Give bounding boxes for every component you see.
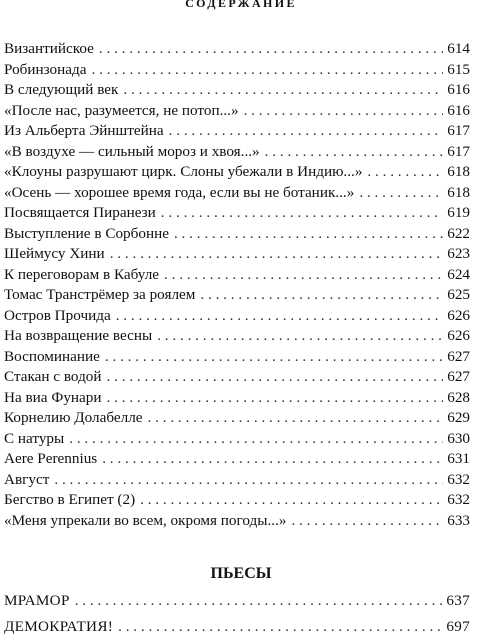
dot-leader [113, 307, 444, 325]
toc-entry [4, 122, 470, 143]
toc-entry-page: 630 [447, 429, 470, 447]
toc-entry-page: 614 [447, 40, 470, 57]
dot-leader [120, 81, 443, 99]
toc-entry [4, 368, 470, 389]
toc-entry [4, 307, 470, 328]
toc-entry [4, 348, 470, 369]
toc-entry-title: «Клоуны разрушают цирк. Слоны убежали в Индию...» [4, 163, 363, 180]
toc-entry-page: 697 [446, 618, 470, 635]
toc-entry [4, 81, 470, 102]
toc-entry [4, 389, 470, 410]
toc-entry [4, 266, 470, 287]
toc-entry-page: 626 [447, 327, 470, 344]
toc-entry [4, 225, 470, 246]
toc-entry-page: 627 [447, 368, 470, 385]
toc-entry-title: Томас Транстрёмер за роялем [4, 286, 196, 303]
toc-entry-title: Август [4, 470, 50, 488]
dot-leader [356, 184, 443, 202]
toc-entry-page: 618 [447, 163, 470, 180]
toc-entry-title: С натуры [4, 429, 65, 447]
toc-entry-page: 623 [447, 245, 470, 262]
dot-leader [66, 430, 443, 448]
toc-entry-page: 624 [447, 265, 470, 283]
toc-entry [4, 512, 470, 533]
toc-entry [4, 245, 470, 266]
toc-entry-page: 616 [447, 81, 470, 98]
toc-entry [4, 409, 470, 430]
dot-leader [161, 266, 443, 284]
toc-entry-title: На возвращение весны [4, 327, 153, 344]
toc-entry-title: Корнелию Долабелле [4, 409, 143, 426]
toc-entry-title: Бегство в Египет (2) [4, 491, 136, 508]
toc-entry-title: Стакан с водой [4, 368, 102, 385]
section-heading-plays: ПЬЕСЫ [210, 565, 272, 582]
toc-entry [4, 286, 470, 307]
toc-entry-title: Византийское [4, 40, 94, 57]
dot-leader [51, 471, 443, 489]
toc-entry-page: 632 [447, 491, 470, 508]
dot-leader [158, 204, 443, 222]
toc-entry [4, 450, 470, 471]
toc-entry-page: 616 [447, 101, 470, 119]
toc-entry-title: Воспоминание [4, 347, 100, 365]
toc-entry [4, 327, 470, 348]
toc-entry-page: 627 [447, 347, 470, 365]
toc-entry-title: На виа Фунари [4, 388, 102, 406]
toc-entry [4, 592, 470, 618]
toc-entry-page: 629 [447, 409, 470, 426]
toc-entry-page: 619 [447, 204, 470, 221]
dot-leader [288, 512, 443, 530]
dot-leader [171, 225, 443, 243]
dot-leader [99, 450, 443, 468]
dot-leader [104, 389, 444, 407]
toc-entry-page: 615 [447, 60, 470, 78]
toc-entry-title: МРАМОР [4, 592, 70, 609]
toc-entry [4, 204, 470, 225]
toc-entry-title: К переговорам в Кабуле [4, 265, 160, 283]
toc-entry [4, 102, 470, 123]
toc-entry-page: 628 [447, 388, 470, 406]
toc-entry-title: «Меня упрекали во всем, окромя погоды...» [4, 511, 287, 529]
toc-entry [4, 471, 470, 492]
toc-entry-title: «После нас, разумеется, не потоп...» [4, 101, 239, 119]
toc-entry-page: 637 [446, 592, 470, 609]
toc-entry [4, 163, 470, 184]
dot-leader [166, 122, 444, 140]
toc-entry-title: Посвящается Пиранези [4, 204, 156, 221]
toc-entry-page: 626 [447, 306, 470, 324]
toc-entry-title: ДЕМОКРАТИЯ! [4, 618, 114, 635]
toc-entry [4, 430, 470, 451]
dot-leader [197, 286, 443, 304]
dot-leader [104, 368, 444, 386]
toc-entry-title: Из Альберта Эйнштейна [4, 122, 164, 139]
dot-leader [262, 143, 444, 161]
dot-leader [154, 327, 443, 345]
dot-leader [89, 61, 444, 79]
dot-leader [364, 163, 443, 181]
dot-leader [72, 592, 443, 610]
dot-leader [145, 409, 444, 427]
toc-entry [4, 184, 470, 205]
toc-entry-title: В следующий век [4, 81, 119, 98]
toc-entry-page: 618 [447, 183, 470, 201]
dot-leader [102, 348, 443, 366]
toc-entry-title: «Осень — хорошее время года, если вы не ботаник...» [4, 183, 355, 201]
toc-entry-page: 631 [447, 450, 470, 467]
toc-entry-page: 617 [447, 142, 470, 160]
toc-entry-title: Остров Прочида [4, 306, 111, 324]
toc-entry-title: Робинзонада [4, 60, 87, 78]
toc-entry-page: 632 [447, 470, 470, 488]
dot-leader [107, 245, 444, 263]
table-of-contents [4, 40, 470, 532]
dot-leader [137, 491, 443, 509]
toc-entry-title: Выступление в Сорбонне [4, 224, 169, 242]
running-title: СОДЕРЖАНИЕ [185, 0, 297, 10]
toc-entry [4, 143, 470, 164]
dot-leader [115, 618, 442, 636]
toc-entry-page: 622 [447, 224, 470, 242]
toc-entry-page: 633 [447, 511, 470, 529]
toc-entry [4, 40, 470, 61]
toc-entry-page: 617 [447, 122, 470, 139]
plays-contents [4, 592, 470, 644]
toc-entry [4, 491, 470, 512]
toc-entry-page: 625 [447, 286, 470, 303]
toc-entry-title: «В воздухе — сильный мороз и хвоя...» [4, 142, 260, 160]
toc-entry-title: Шеймусу Хини [4, 245, 105, 262]
dot-leader [96, 40, 443, 58]
toc-entry [4, 618, 470, 644]
toc-entry-title: Aere Perennius [4, 450, 98, 467]
toc-entry [4, 61, 470, 82]
dot-leader [241, 102, 444, 120]
